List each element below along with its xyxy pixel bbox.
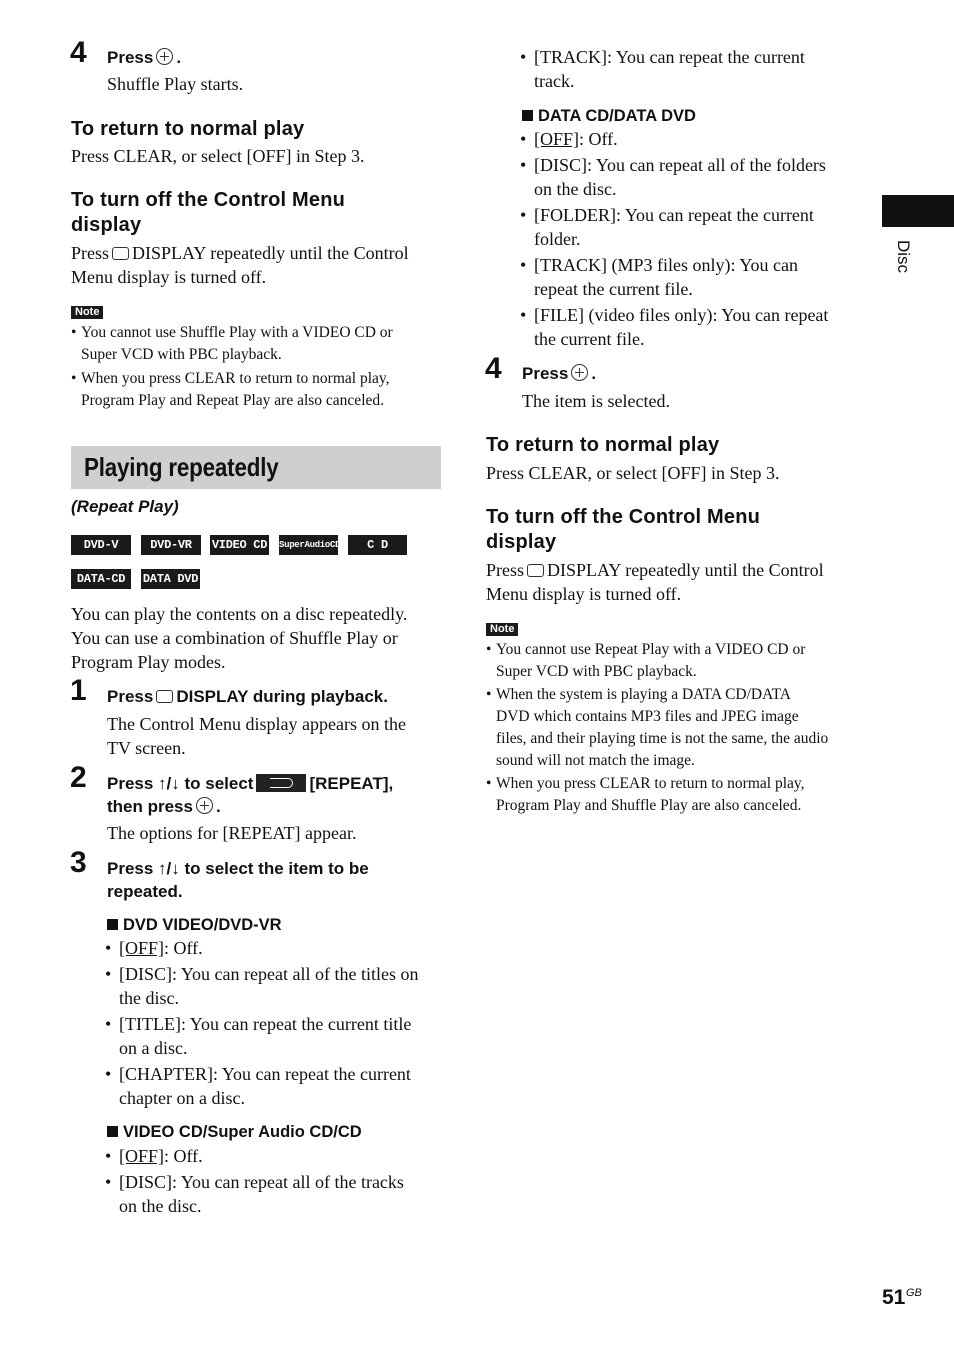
paragraph: [486, 558, 824, 582]
subsection-heading: [107, 1121, 362, 1143]
list-item: [520, 153, 860, 201]
option-text: • [TITLE]: You can repeat the current title: [119, 1014, 412, 1034]
page-suffix: GB: [906, 1287, 922, 1299]
step-number: 3: [70, 846, 87, 879]
subsection-heading: [107, 914, 282, 936]
note-text: Super VCD with PBC playback.: [81, 346, 282, 363]
list-item: [105, 1170, 445, 1218]
option-text: • [FILE] (video files only): You can repeat: [534, 305, 829, 325]
list-item: [105, 1012, 445, 1060]
page-number: 51: [882, 1286, 906, 1309]
list-item: [520, 127, 860, 151]
note-item: [71, 322, 441, 366]
enter-button-icon: [156, 48, 173, 65]
section-title: Playing repeatedly: [84, 452, 279, 482]
option-text: the disc.: [119, 988, 179, 1008]
step-title-text: Press: [107, 687, 154, 706]
note-list: [71, 322, 441, 412]
step-title-text: then press: [107, 797, 193, 816]
option-list: [105, 936, 445, 1112]
note-item: [71, 368, 441, 412]
option-text: • [TRACK] (MP3 files only): You can: [534, 255, 798, 275]
step-number: 4: [485, 352, 502, 385]
step-title-text: [REPEAT],: [309, 774, 394, 793]
option-list: [520, 127, 860, 353]
note-text: Program Play and Repeat Play are also canceled.: [81, 392, 384, 409]
option-text: • [CHAPTER]: You can repeat the current: [119, 1064, 411, 1084]
step-number: 4: [70, 36, 87, 69]
option-text: the current file.: [534, 329, 645, 349]
paragraph-text: Press: [71, 243, 110, 263]
paragraph: Menu display is turned off.: [486, 584, 682, 604]
enter-button-icon: [571, 364, 588, 381]
list-item: [520, 303, 860, 351]
note-text: • You cannot use Shuffle Play with a VIDEO CD or: [81, 324, 393, 341]
section-heading: To turn off the Control Menu: [486, 506, 761, 528]
step-title: [107, 685, 388, 708]
chapter-tab-label: Disc: [894, 240, 913, 274]
step-title-text: Press: [522, 364, 569, 383]
note-text: • When you press CLEAR to return to normal play,: [81, 370, 390, 387]
note-text: Super VCD with PBC playback.: [496, 663, 697, 680]
list-item: [105, 1144, 445, 1168]
square-bullet-icon: [107, 919, 118, 930]
option-text: folder.: [534, 229, 581, 249]
repeat-icon: [256, 774, 306, 792]
option-list: [520, 45, 860, 95]
note-text: files, and their playing time is not the same, the audio: [496, 730, 829, 747]
enter-button-icon: [196, 797, 213, 814]
section-heading: display: [486, 531, 557, 553]
option-default: [OFF]: [119, 1146, 165, 1166]
step-title: Press ↑/↓ to select the item to be: [107, 859, 369, 878]
option-text: : Off.: [579, 129, 618, 149]
option-text: : Off.: [164, 938, 203, 958]
step-body: The options for [REPEAT] appear.: [107, 823, 357, 843]
option-text: track.: [534, 71, 575, 91]
paragraph: Program Play modes.: [71, 652, 226, 672]
section-heading: To turn off the Control Menu: [71, 189, 346, 211]
subsection-heading-text: DATA CD/DATA DVD: [538, 107, 696, 125]
note-list: [486, 639, 861, 817]
paragraph: Press CLEAR, or select [OFF] in Step 3.: [486, 463, 780, 483]
list-item: [105, 962, 445, 1010]
section-heading: To return to normal play: [71, 118, 305, 140]
paragraph: Menu display is turned off.: [71, 267, 267, 287]
step-title: [522, 362, 596, 385]
list-item: [105, 1062, 445, 1110]
disc-type-badge: SuperAudioCD: [279, 535, 338, 555]
step-body: Shuffle Play starts.: [107, 74, 244, 94]
note-badge: Note: [71, 306, 103, 319]
option-text: chapter on a disc.: [119, 1088, 245, 1108]
note-text: • When you press CLEAR to return to normal play,: [496, 775, 805, 792]
display-button-icon: [156, 690, 173, 703]
list-item: [520, 203, 860, 251]
option-text: • [FOLDER]: You can repeat the current: [534, 205, 814, 225]
display-button-icon: [112, 247, 129, 260]
step-number: 2: [70, 761, 87, 794]
list-item: [520, 253, 860, 301]
section-heading: display: [71, 214, 142, 236]
disc-type-badge: DATA-CD: [71, 569, 131, 589]
option-default: [OFF]: [119, 938, 165, 958]
disc-type-badge: DATA DVD: [141, 569, 200, 589]
note-text: • When the system is playing a DATA CD/DATA: [496, 686, 791, 703]
chapter-tab: [882, 195, 954, 227]
step-number: 1: [70, 674, 87, 707]
subsection-heading-text: DVD VIDEO/DVD-VR: [123, 916, 282, 934]
option-text: repeat the current file.: [534, 279, 693, 299]
note-text: sound will not match the image.: [496, 752, 695, 769]
paragraph-text: Press: [486, 560, 525, 580]
subsection-heading-text: VIDEO CD/Super Audio CD/CD: [123, 1123, 362, 1141]
note-text: Program Play and Shuffle Play are also canceled.: [496, 797, 802, 814]
paragraph: You can use a combination of Shuffle Play or: [71, 628, 398, 648]
step-title-text: .: [215, 797, 221, 816]
option-text: • [TRACK]: You can repeat the current: [534, 47, 805, 67]
square-bullet-icon: [107, 1126, 118, 1137]
option-default: [OFF]: [534, 129, 580, 149]
step-title-text: .: [591, 364, 597, 383]
step-body: The Control Menu display appears on the: [107, 714, 406, 734]
option-text: on the disc.: [534, 179, 617, 199]
note-item: [486, 684, 861, 772]
disc-type-badge: C D: [348, 535, 407, 555]
option-text: • [DISC]: You can repeat all of the folders: [534, 155, 826, 175]
square-bullet-icon: [522, 110, 533, 121]
section-heading: To return to normal play: [486, 434, 720, 456]
option-text: • [DISC]: You can repeat all of the titles on: [119, 964, 419, 984]
section-banner: [71, 446, 441, 489]
option-text: • [DISC]: You can repeat all of the tracks: [119, 1172, 404, 1192]
disc-type-badge: VIDEO CD: [210, 535, 269, 555]
step-body: TV screen.: [107, 738, 186, 758]
paragraph: Press CLEAR, or select [OFF] in Step 3.: [71, 146, 365, 166]
step-title: [107, 772, 393, 795]
disc-type-badge: DVD-V: [71, 535, 131, 555]
step-title: [107, 46, 181, 69]
section-subtitle: (Repeat Play): [71, 497, 179, 516]
list-item: [105, 936, 445, 960]
disc-type-badge: DVD-VR: [141, 535, 201, 555]
step-body: The item is selected.: [522, 391, 670, 411]
paragraph: You can play the contents on a disc repeatedly.: [71, 604, 408, 624]
step-title-text: Press: [107, 48, 154, 67]
step-title-text: .: [176, 48, 182, 67]
paragraph: [71, 241, 409, 265]
note-text: • You cannot use Repeat Play with a VIDEO CD or: [496, 641, 806, 658]
subsection-heading: [522, 105, 696, 127]
note-badge: Note: [486, 623, 518, 636]
list-item: [520, 45, 860, 93]
note-item: [486, 773, 861, 817]
step-title-text: DISPLAY during playback.: [176, 687, 388, 706]
display-button-icon: [527, 564, 544, 577]
paragraph-text: DISPLAY repeatedly until the Control: [547, 560, 824, 580]
note-item: [486, 639, 861, 683]
option-text: on a disc.: [119, 1038, 188, 1058]
step-title: [107, 795, 221, 818]
step-title: repeated.: [107, 882, 183, 901]
option-text: : Off.: [164, 1146, 203, 1166]
step-title-text: Press ↑/↓ to select: [107, 774, 254, 793]
note-text: DVD which contains MP3 files and JPEG image: [496, 708, 799, 725]
paragraph-text: DISPLAY repeatedly until the Control: [132, 243, 409, 263]
option-list: [105, 1144, 445, 1220]
option-text: on the disc.: [119, 1196, 202, 1216]
